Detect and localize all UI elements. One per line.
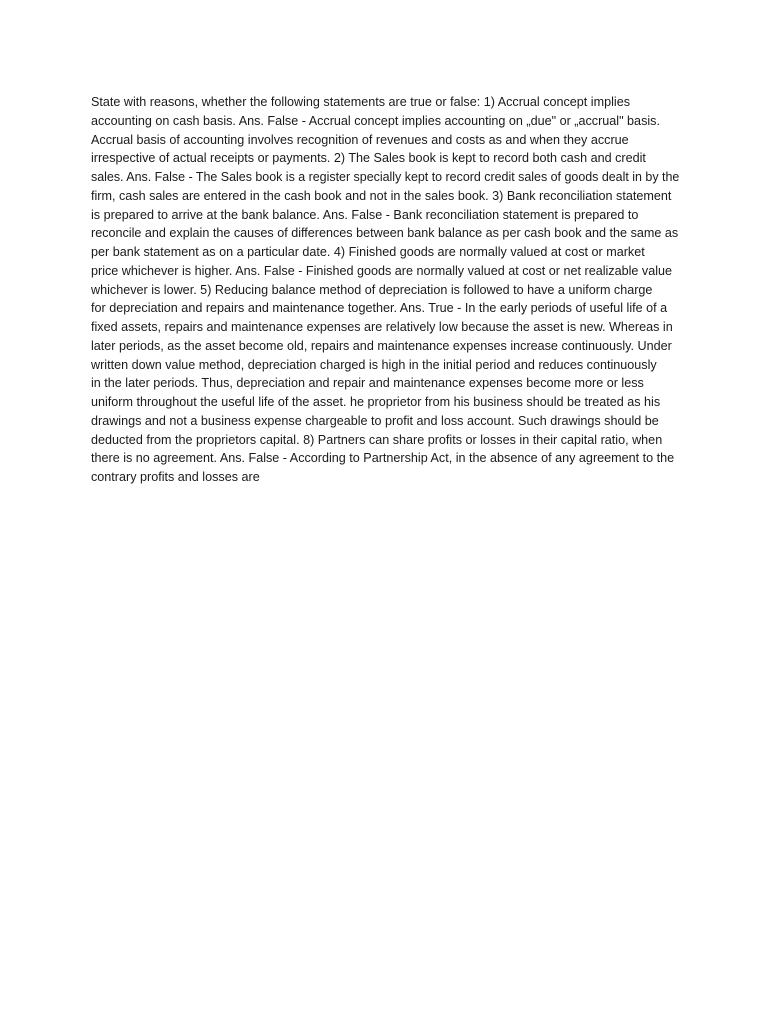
text-line: per bank statement as on a particular date. 4) Finished goods are normally valued at cost or market <box>91 245 645 259</box>
text-line: reconcile and explain the causes of differences between bank balance as per cash book and the same as <box>91 226 679 241</box>
text-line: accounting on cash basis. Ans. False - Accrual concept implies accounting on „due" or „accrual" basis. <box>91 113 660 128</box>
text-line: contrary profits and losses are <box>91 470 260 484</box>
text-line: deducted from the proprietors capital. 8) Partners can share profits or losses in their capital ratio, when <box>91 432 663 447</box>
text-line: firm, cash sales are entered in the cash book and not in the sales book. 3) Bank reconciliation statement <box>91 188 672 203</box>
body-paragraph <box>91 93 679 487</box>
text-line: for depreciation and repairs and maintenance together. Ans. True - In the early periods of useful life of a <box>91 301 668 316</box>
text-line: Accrual basis of accounting involves recognition of revenues and costs as and when they accrue <box>91 132 629 147</box>
text-line: written down value method, depreciation charged is high in the initial period and reduces continuously <box>91 357 657 372</box>
text-line: price whichever is higher. Ans. False - Finished goods are normally valued at cost or net realizable value <box>91 263 673 278</box>
text-line: drawings and not a business expense chargeable to profit and loss account. Such drawings should be <box>91 413 659 428</box>
text-line: in the later periods. Thus, depreciation and repair and maintenance expenses become more or less <box>91 376 644 391</box>
text-line: fixed assets, repairs and maintenance expenses are relatively low because the asset is new. Whereas in <box>91 320 673 334</box>
text-line: whichever is lower. 5) Reducing balance method of depreciation is followed to have a uniform charge <box>91 282 653 297</box>
text-line: State with reasons, whether the following statements are true or false: 1) Accrual concept implies <box>91 95 630 109</box>
text-line: later periods, as the asset become old, repairs and maintenance expenses increase continuously. Under <box>91 338 672 353</box>
text-line: uniform throughout the useful life of the asset. he proprietor from his business should be treated as his <box>91 395 661 409</box>
text-line: there is no agreement. Ans. False - According to Partnership Act, in the absence of any agreement to the <box>91 451 675 466</box>
text-line: is prepared to arrive at the bank balance. Ans. False - Bank reconciliation statement is prepared to <box>91 207 639 222</box>
text-line: sales. Ans. False - The Sales book is a register specially kept to record credit sales of goods dealt in by the <box>91 170 680 184</box>
text-line: irrespective of actual receipts or payments. 2) The Sales book is kept to record both cash and credit <box>91 151 646 166</box>
